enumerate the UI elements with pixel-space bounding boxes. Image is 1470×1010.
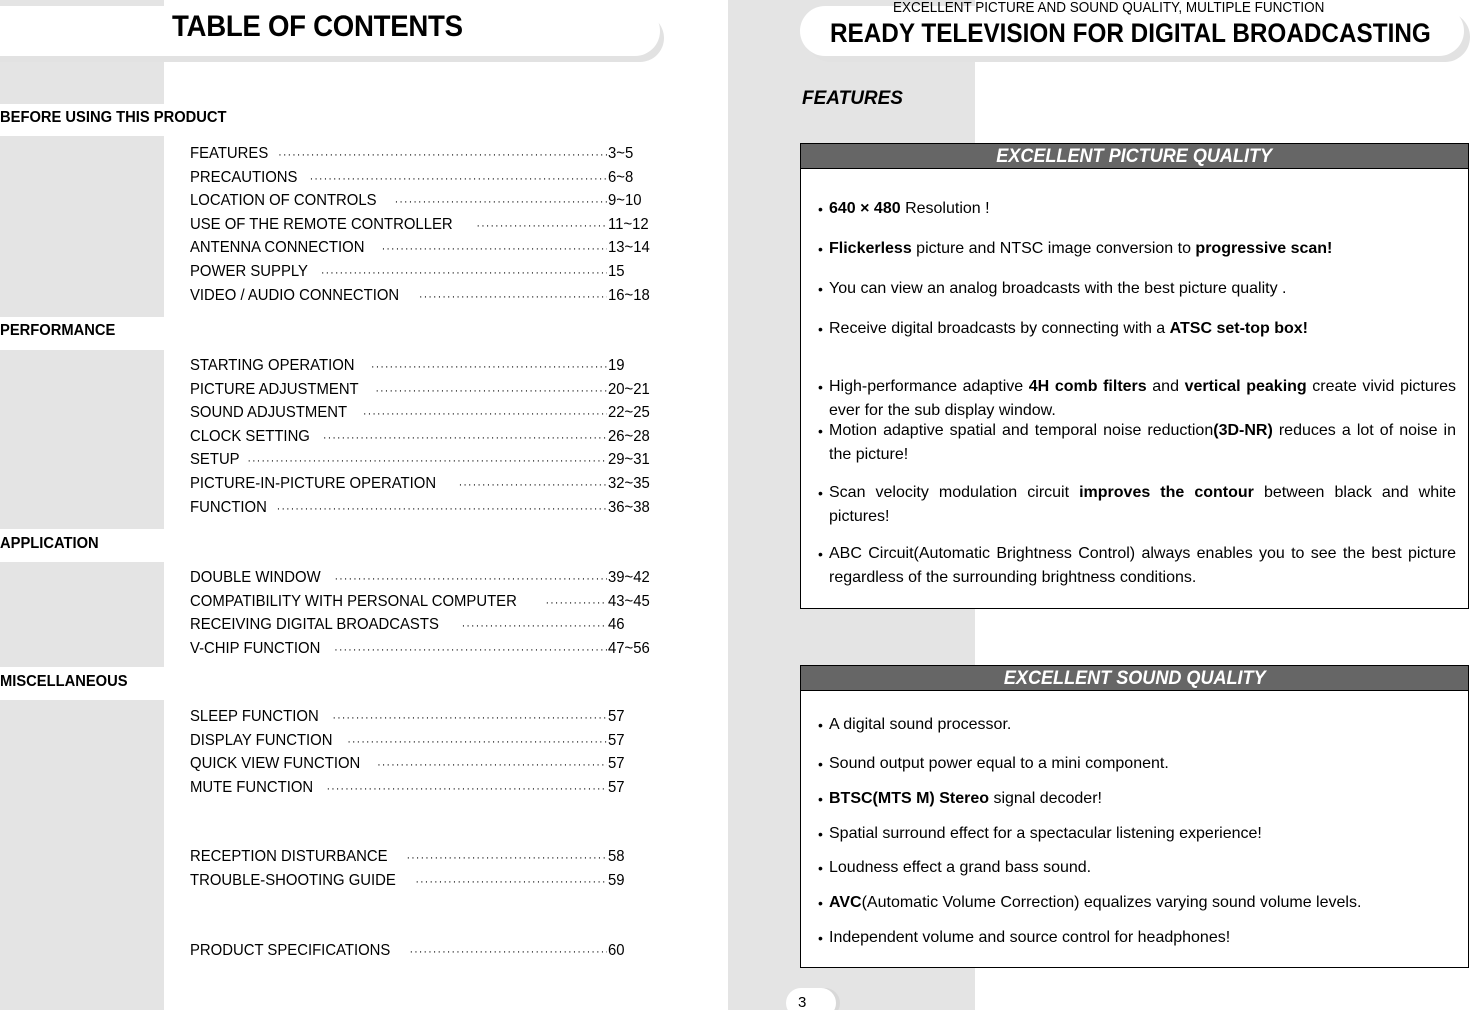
section-heading-application: APPLICATION	[0, 535, 99, 552]
toc-entry[interactable]	[190, 499, 656, 523]
toc-list-before-using	[190, 145, 656, 310]
toc-entry[interactable]	[190, 569, 656, 593]
section-heading-before-using: BEFORE USING THIS PRODUCT	[0, 109, 227, 126]
dot-leader	[321, 267, 607, 279]
bullet-dot-icon: •	[818, 791, 823, 807]
dot-leader	[334, 644, 607, 656]
toc-entry-label: SETUP	[190, 451, 240, 469]
bullet-dot-icon: •	[818, 485, 823, 501]
dot-leader	[395, 196, 607, 208]
dot-leader	[363, 408, 607, 420]
dot-leader	[310, 173, 607, 185]
bullet-dot-icon: •	[818, 241, 823, 257]
dot-leader	[247, 455, 607, 467]
toc-entry-page: 57	[608, 708, 625, 725]
dot-leader	[406, 852, 607, 864]
dot-leader	[323, 432, 607, 444]
toc-entry[interactable]	[190, 708, 656, 732]
toc-entry[interactable]	[190, 451, 656, 475]
toc-entry[interactable]	[190, 404, 656, 428]
toc-entry[interactable]	[190, 593, 656, 617]
bullet-dot-icon: •	[818, 756, 823, 772]
toc-entry-label: TROUBLE-SHOOTING GUIDE	[190, 871, 396, 889]
dot-leader	[409, 946, 607, 958]
toc-entry-label: RECEPTION DISTURBANCE	[190, 848, 388, 866]
toc-entry-page: 16~18	[608, 286, 650, 304]
picture-feature-item: • 640 × 480 Resolution !	[817, 197, 1456, 221]
page-subtitle: EXCELLENT PICTURE AND SOUND QUALITY, MULTIPLE FUNCTION	[893, 0, 1325, 16]
toc-entry[interactable]	[190, 755, 656, 779]
toc-entry-label: COMPATIBILITY WITH PERSONAL COMPUTER	[190, 592, 517, 610]
toc-entry[interactable]	[190, 779, 656, 803]
sound-feature-item: • Loudness effect a grand bass sound.	[817, 856, 1456, 880]
toc-entry-label: FEATURES	[190, 145, 269, 162]
toc-entry[interactable]	[190, 287, 656, 311]
toc-entry-label: ANTENNA CONNECTION	[190, 239, 365, 257]
section-heading-performance: PERFORMANCE	[0, 322, 116, 339]
picture-quality-heading	[801, 144, 1468, 169]
toc-entry-label: PRODUCT SPECIFICATIONS	[190, 941, 391, 959]
toc-entry-page: 47~56	[608, 639, 650, 657]
picture-feature-item: • You can view an analog broadcasts with the best picture quality .	[817, 277, 1456, 301]
toc-entry[interactable]	[190, 216, 656, 240]
dot-leader	[415, 876, 607, 888]
toc-entry[interactable]	[190, 428, 656, 452]
bullet-dot-icon: •	[818, 860, 823, 876]
toc-entry-label: DISPLAY FUNCTION	[190, 731, 333, 749]
bullet-dot-icon: •	[818, 281, 823, 297]
dot-leader	[476, 220, 607, 232]
dot-leader	[347, 736, 607, 748]
toc-entry[interactable]	[190, 145, 656, 169]
bullet-dot-icon: •	[818, 423, 823, 439]
dot-leader	[545, 597, 607, 609]
toc-list-miscellaneous	[190, 708, 656, 965]
toc-entry-page: 32~35	[608, 474, 650, 492]
picture-feature-item: • High-performance adaptive 4H comb filters and vertical peaking create vivid pictures ever for the sub display window.	[817, 375, 1456, 423]
toc-entry-page: 43~45	[608, 592, 650, 610]
toc-entry-label: PRECAUTIONS	[190, 168, 298, 186]
picture-feature-item: • ABC Circuit(Automatic Brightness Control) always enables you to see the best picture regardless of the surrounding brightness conditions.	[817, 542, 1456, 590]
dot-leader	[382, 243, 607, 255]
section-heading-miscellaneous: MISCELLANEOUS	[0, 673, 128, 690]
toc-entry-label: LOCATION OF CONTROLS	[190, 192, 377, 210]
toc-entry-page: 6~8	[608, 168, 634, 186]
picture-feature-item: • Motion adaptive spatial and temporal noise reduction(3D-NR) reduces a lot of noise in the picture!	[817, 419, 1456, 467]
toc-entry-label: V-CHIP FUNCTION	[190, 639, 321, 657]
heading-text: EXCELLENT SOUND QUALITY	[1003, 668, 1266, 689]
page-title: TABLE OF CONTENTS	[172, 10, 463, 43]
picture-feature-item: • Flickerless picture and NTSC image conversion to progressive scan!	[817, 237, 1456, 261]
toc-entry-label: POWER SUPPLY	[190, 262, 308, 280]
dot-leader	[377, 759, 607, 771]
sound-feature-item: • Independent volume and source control for headphones!	[817, 926, 1456, 950]
toc-entry-label: SOUND ADJUSTMENT	[190, 404, 348, 422]
toc-entry[interactable]	[190, 475, 656, 499]
bullet-dot-icon: •	[818, 717, 823, 733]
toc-entry-label: QUICK VIEW FUNCTION	[190, 755, 361, 773]
sound-feature-item: • AVC(Automatic Volume Correction) equalizes varying sound volume levels.	[817, 891, 1456, 915]
toc-entry-page: 3~5	[608, 145, 634, 162]
toc-entry[interactable]	[190, 357, 656, 381]
bullet-dot-icon: •	[818, 930, 823, 946]
toc-entry-label: STARTING OPERATION	[190, 357, 355, 374]
toc-entry[interactable]	[190, 192, 656, 216]
toc-entry-label: MUTE FUNCTION	[190, 778, 314, 796]
dot-leader	[375, 385, 607, 397]
toc-entry-page: 36~38	[608, 498, 650, 516]
dot-leader	[332, 712, 607, 724]
toc-entry-page: 9~10	[608, 192, 642, 210]
dot-leader	[278, 149, 607, 161]
sound-feature-item: • Spatial surround effect for a spectacular listening experience!	[817, 822, 1456, 846]
dot-leader	[334, 573, 607, 585]
toc-entry-page: 46	[608, 616, 625, 634]
left-gray-column	[0, 0, 164, 1010]
toc-entry-page: 57	[608, 755, 625, 773]
bullet-dot-icon: •	[818, 201, 823, 217]
toc-entry[interactable]	[190, 616, 656, 640]
toc-entry-label: SLEEP FUNCTION	[190, 708, 319, 725]
toc-entry-page: 60	[608, 941, 625, 959]
dot-leader	[371, 361, 607, 373]
toc-entry-label: USE OF THE REMOTE CONTROLLER	[190, 215, 453, 233]
bullet-dot-icon: •	[818, 826, 823, 842]
toc-entry-page: 57	[608, 778, 625, 796]
toc-list-performance	[190, 357, 656, 522]
toc-list-application	[190, 569, 656, 663]
toc-entry-page: 57	[608, 731, 625, 749]
bullet-dot-icon: •	[818, 546, 823, 562]
toc-entry-page: 29~31	[608, 451, 650, 469]
toc-entry-page: 19	[608, 357, 625, 374]
bullet-dot-icon: •	[818, 321, 823, 337]
toc-entry-page: 20~21	[608, 380, 650, 398]
toc-entry-page: 15	[608, 262, 625, 280]
toc-entry-label: FUNCTION	[190, 498, 267, 516]
toc-entry-page: 13~14	[608, 239, 650, 257]
page-number-badge	[786, 988, 836, 1010]
toc-entry-label: VIDEO / AUDIO CONNECTION	[190, 286, 400, 304]
toc-entry[interactable]	[190, 732, 656, 756]
picture-feature-item: • Receive digital broadcasts by connecting with a ATSC set-top box!	[817, 317, 1456, 341]
picture-feature-item: • Scan velocity modulation circuit improves the contour between black and white pictures!	[817, 481, 1456, 529]
toc-entry-label: CLOCK SETTING	[190, 427, 310, 445]
toc-entry-page: 58	[608, 848, 625, 866]
bullet-dot-icon: •	[818, 379, 823, 395]
dot-leader	[462, 620, 607, 632]
toc-entry-label: DOUBLE WINDOW	[190, 569, 321, 586]
features-section-label: FEATURES	[802, 88, 903, 109]
toc-entry[interactable]	[190, 263, 656, 287]
toc-entry[interactable]	[190, 381, 656, 405]
sound-quality-box	[800, 665, 1469, 968]
toc-entry[interactable]	[190, 848, 656, 872]
page-number: 3	[798, 994, 807, 1010]
sound-feature-item: • Sound output power equal to a mini component.	[817, 752, 1456, 776]
sound-feature-item: • BTSC(MTS M) Stereo signal decoder!	[817, 787, 1456, 811]
toc-entry-label: RECEIVING DIGITAL BROADCASTS	[190, 616, 439, 634]
dot-leader	[459, 479, 607, 491]
toc-entry-label: PICTURE-IN-PICTURE OPERATION	[190, 474, 437, 492]
bullet-dot-icon: •	[818, 895, 823, 911]
toc-entry[interactable]	[190, 239, 656, 263]
picture-quality-box	[800, 143, 1469, 609]
toc-entry-page: 26~28	[608, 427, 650, 445]
toc-entry-page: 11~12	[608, 215, 649, 233]
toc-entry[interactable]	[190, 640, 656, 664]
page-title-right: READY TELEVISION FOR DIGITAL BROADCASTING	[830, 18, 1431, 48]
toc-entry-page: 22~25	[608, 404, 650, 422]
toc-entry-page: 39~42	[608, 569, 650, 586]
sound-feature-item: • A digital sound processor.	[817, 713, 1456, 737]
toc-entry[interactable]	[190, 169, 656, 193]
sound-quality-heading	[801, 666, 1468, 691]
toc-entry-label: PICTURE ADJUSTMENT	[190, 380, 359, 398]
heading-text: EXCELLENT PICTURE QUALITY	[996, 146, 1273, 167]
toc-entry[interactable]	[190, 942, 656, 966]
toc-entry-page: 59	[608, 871, 625, 889]
dot-leader	[326, 783, 607, 795]
dot-leader	[277, 503, 607, 515]
toc-entry[interactable]	[190, 872, 656, 896]
dot-leader	[419, 291, 607, 303]
